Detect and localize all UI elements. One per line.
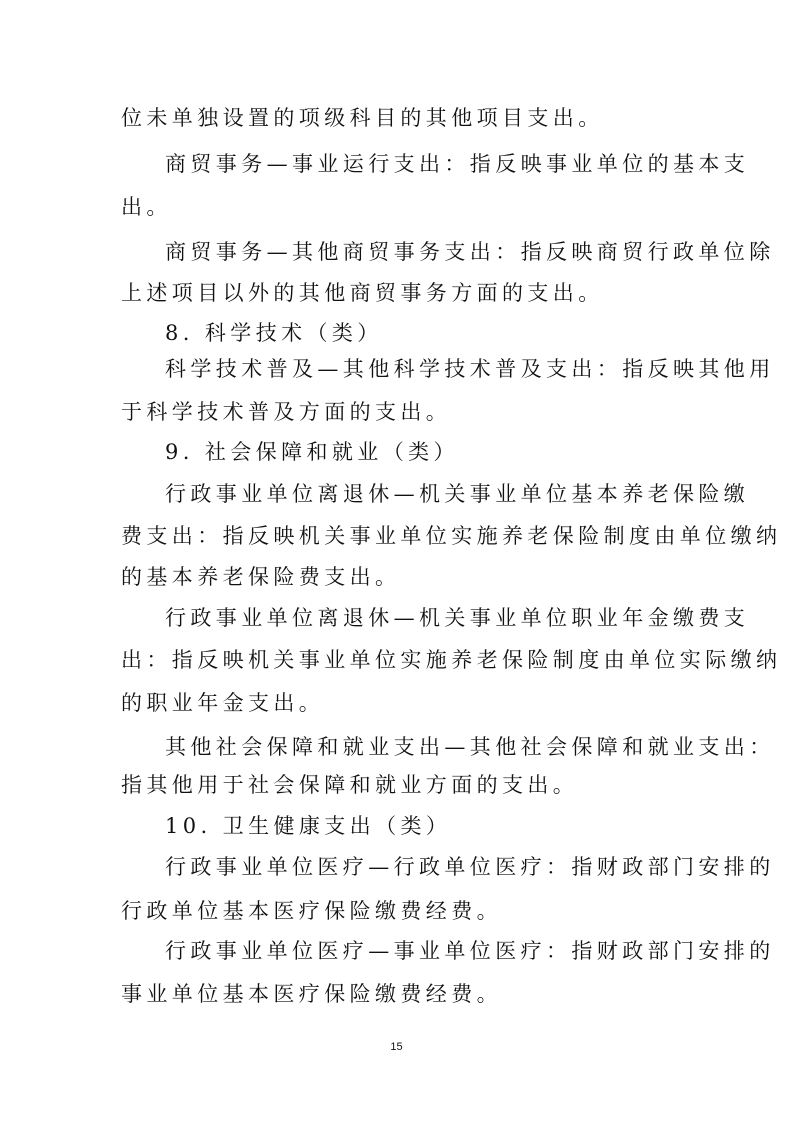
text-line-2: 商贸事务—事业运行支出：指反映事业单位的基本支 — [165, 152, 750, 176]
text-line-20: 行政单位基本医疗保险缴费经费。 — [121, 899, 502, 923]
text-line-4: 商贸事务—其他商贸事务支出：指反映商贸行政单位除 — [165, 240, 775, 264]
text-line-12: 的基本养老保险费支出。 — [121, 565, 401, 589]
text-line-3: 出。 — [121, 195, 172, 219]
text-line-8: 于科学技术普及方面的支出。 — [121, 400, 452, 424]
text-line-11: 费支出：指反映机关事业单位实施养老保险制度由单位缴纳 — [121, 524, 782, 548]
text-line-16: 其他社会保障和就业支出—其他社会保障和就业支出： — [165, 735, 775, 759]
section-heading-10: 10. 卫生健康支出（类） — [165, 814, 452, 838]
section-heading-9: 9. 社会保障和就业（类） — [165, 440, 459, 464]
text-line-7: 科学技术普及—其他科学技术普及支出：指反映其他用 — [165, 357, 775, 381]
text-line-15: 的职业年金支出。 — [121, 691, 325, 715]
text-line-1: 位未单独设置的项级科目的其他项目支出。 — [121, 106, 604, 130]
text-line-19: 行政事业单位医疗—行政单位医疗：指财政部门安排的 — [165, 855, 775, 879]
text-line-22: 事业单位基本医疗保险缴费经费。 — [121, 982, 502, 1006]
text-line-17: 指其他用于社会保障和就业方面的支出。 — [121, 773, 579, 797]
text-line-14: 出：指反映机关事业单位实施养老保险制度由单位实际缴纳 — [121, 648, 782, 672]
page-number: 15 — [390, 1041, 403, 1053]
text-line-21: 行政事业单位医疗—事业单位医疗：指财政部门安排的 — [165, 939, 775, 963]
text-line-13: 行政事业单位离退休—机关事业单位职业年金缴费支 — [165, 606, 750, 630]
text-line-10: 行政事业单位离退休—机关事业单位基本养老保险缴 — [165, 482, 750, 506]
section-heading-8: 8. 科学技术（类） — [165, 321, 383, 345]
text-line-5: 上述项目以外的其他商贸事务方面的支出。 — [121, 281, 604, 305]
